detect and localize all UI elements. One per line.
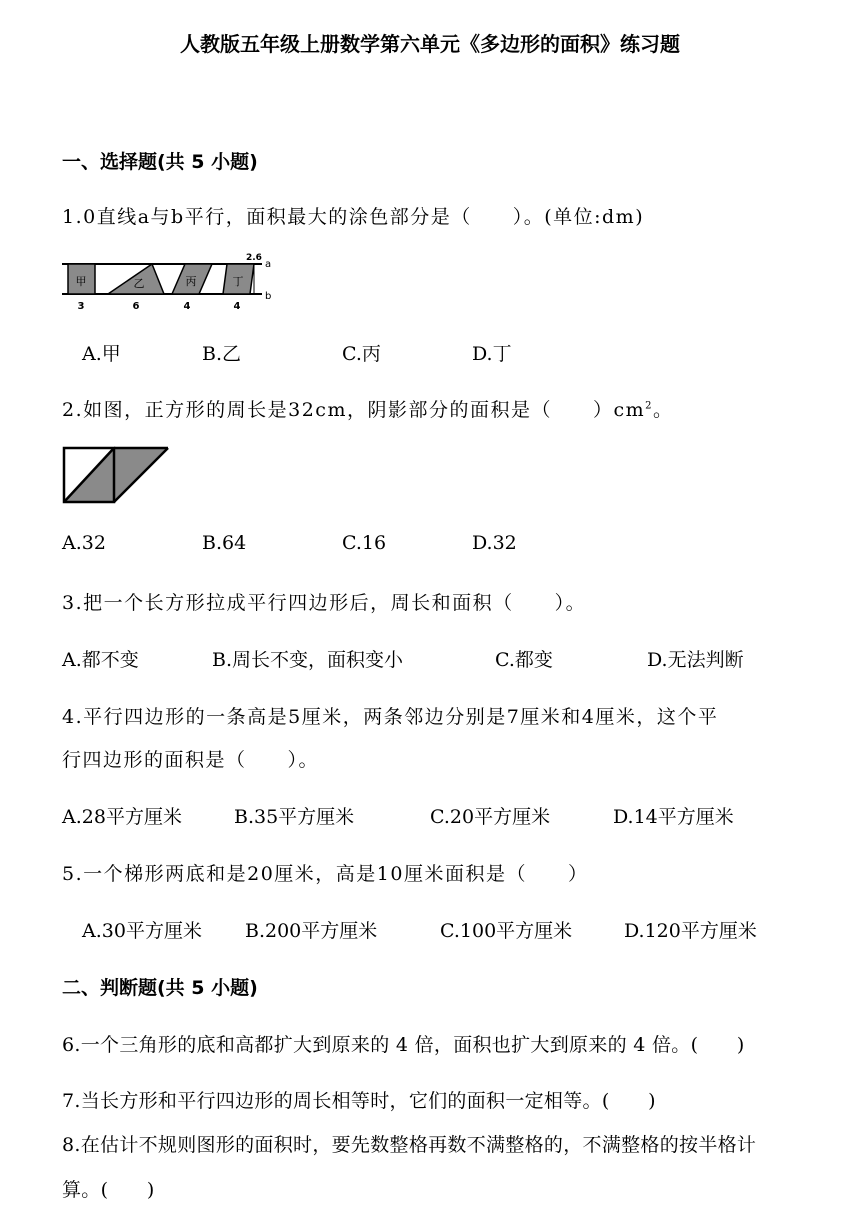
q1-option-b[interactable]: B.乙: [202, 343, 242, 365]
question-1-figure: [60, 250, 280, 312]
question-7-text: 7.当长方形和平行四边形的周长相等时，它们的面积一定相等。( ): [62, 1090, 656, 1112]
q4-option-b[interactable]: B.35平方厘米: [234, 806, 355, 828]
q3-option-c[interactable]: C.都变: [495, 649, 553, 671]
question-6-text: 6.一个三角形的底和高都扩大到原来的 4 倍，面积也扩大到原来的 4 倍。( ): [62, 1034, 745, 1056]
shape-label-yi: 乙: [133, 277, 145, 290]
section-heading-judgement: 二、判断题(共 5 小题): [62, 977, 258, 999]
question-5-text: 5.一个梯形两底和是20厘米，高是10厘米面积是（ ）: [62, 863, 589, 885]
q4-option-c[interactable]: C.20平方厘米: [430, 806, 551, 828]
question-8-line-2: 算。( ): [62, 1179, 155, 1201]
shape-label-ding: 丁: [232, 275, 244, 288]
line-label-a: a: [265, 259, 272, 270]
question-4-line-2: 行四边形的面积是（ ）。: [62, 749, 320, 771]
q4-option-a[interactable]: A.28平方厘米: [62, 806, 182, 828]
q5-option-a[interactable]: A.30平方厘米: [82, 920, 202, 942]
q2-option-c[interactable]: C.16: [342, 532, 387, 554]
q3-option-a[interactable]: A.都不变: [62, 649, 139, 671]
shape-label-bing: 丙: [185, 275, 197, 288]
q1-option-a[interactable]: A.甲: [82, 343, 121, 365]
question-8-line-1: 8.在估计不规则图形的面积时，要先数整格再数不满整格的，不满整格的按半格计: [62, 1134, 757, 1156]
q2-option-b[interactable]: B.64: [202, 532, 247, 554]
section-heading-choice: 一、选择题(共 5 小题): [62, 151, 258, 173]
shape-label-jia: 甲: [75, 275, 87, 288]
base-label-jia: 3: [77, 301, 85, 312]
q5-option-c[interactable]: C.100平方厘米: [440, 920, 573, 942]
question-3-text: 3.把一个长方形拉成平行四边形后，周长和面积（ ）。: [62, 592, 587, 614]
q4-option-d[interactable]: D.14平方厘米: [613, 806, 734, 828]
question-1-text: 1.0直线a与b平行，面积最大的涂色部分是（ ）。(单位:dm): [62, 206, 645, 228]
top-value-label: 2.6: [246, 253, 262, 263]
q1-option-d[interactable]: D.丁: [472, 343, 512, 365]
q5-option-d[interactable]: D.120平方厘米: [624, 920, 757, 942]
q3-option-d[interactable]: D.无法判断: [647, 649, 744, 671]
q1-option-c[interactable]: C.丙: [342, 343, 381, 365]
question-4-line-1: 4.平行四边形的一条高是5厘米，两条邻边分别是7厘米和4厘米，这个平: [62, 706, 719, 728]
line-label-b: b: [265, 291, 272, 302]
q5-option-b[interactable]: B.200平方厘米: [245, 920, 378, 942]
base-label-yi: 6: [132, 301, 140, 312]
question-2-text: 2.如图，正方形的周长是32cm，阴影部分的面积是（ ）$cm^2$。: [62, 399, 674, 421]
q2-option-d[interactable]: D.32: [472, 532, 517, 554]
q3-option-b[interactable]: B.周长不变，面积变小: [212, 649, 404, 671]
q2-option-a[interactable]: A.32: [62, 532, 106, 554]
question-2-figure: [62, 446, 172, 504]
page-title: 人教版五年级上册数学第六单元《多边形的面积》练习题: [180, 32, 680, 56]
base-label-bing: 4: [183, 301, 191, 312]
base-label-ding: 4: [233, 301, 241, 312]
